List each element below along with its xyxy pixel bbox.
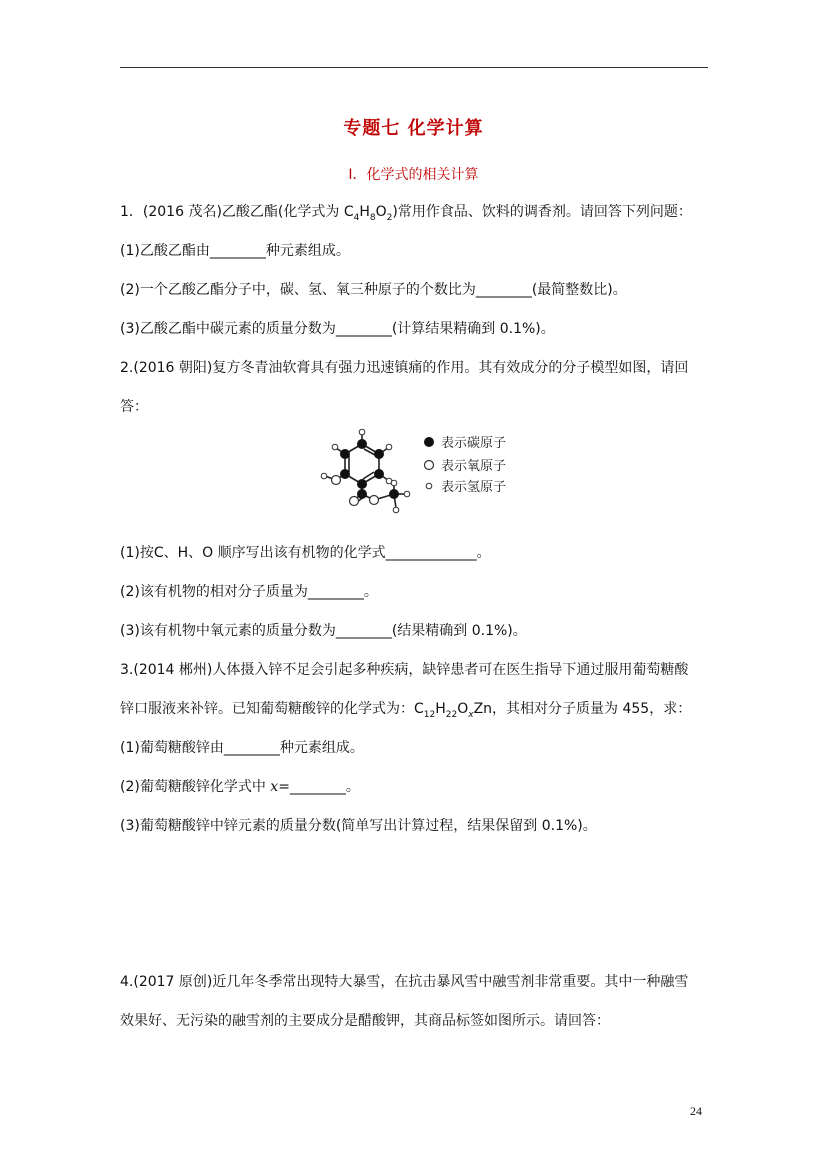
q3-part3: (3)葡萄糖酸锌中锌元素的质量分数(简单写出计算过程，结果保留到 0.1%)。: [120, 818, 597, 834]
legend-oxygen-label: 表示氧原子: [441, 459, 507, 474]
q4-intro-line2: 效果好、无污染的融雪剂的主要成分是醋酸钾，其商品标签如图所示。请回答：: [120, 1013, 610, 1029]
q2-part1: (1)按C、H、O 顺序写出该有机物的化学式_____________。: [120, 545, 491, 561]
header-rule: [120, 67, 708, 68]
legend-hydrogen-label: 表示氢原子: [441, 480, 507, 495]
q2-part2: (2)该有机物的相对分子质量为________。: [120, 584, 378, 600]
q4-intro-line1: 4.(2017 原创)近几年冬季常出现特大暴雪，在抗击暴风雪中融雪剂非常重要。其中一种融雪: [120, 974, 689, 990]
q2-part3: (3)该有机物中氧元素的质量分数为________(结果精确到 0.1%)。: [120, 623, 527, 639]
page-title: 专题七 化学计算: [343, 118, 484, 139]
q3-intro-line2: 锌口服液来补锌。已知葡萄糖酸锌的化学式为：$C_{12}H_{22}O_xZn$，其相对分子质量为 455，求：: [120, 701, 692, 720]
molecule-model-figure: [314, 424, 514, 520]
q3-intro-line1: 3.(2014 郴州)人体摄入锌不足会引起多种疾病，缺锌患者可在医生指导下通过服用葡萄糖酸: [120, 662, 689, 678]
q3-part2: (2)葡萄糖酸锌化学式中 x=________。: [120, 779, 360, 795]
legend-carbon-label: 表示碳原子: [441, 436, 507, 451]
q1-part1: (1)乙酸乙酯由________种元素组成。: [120, 243, 350, 259]
q1-part3: (3)乙酸乙酯中碳元素的质量分数为________(计算结果精确到 0.1%)。: [120, 321, 555, 337]
q2-intro-line2: 答：: [120, 399, 148, 415]
page-number: 24: [690, 1104, 702, 1118]
q1-intro: 1．(2016 茂名)乙酸乙酯(化学式为 $C_4H_8O_2$)常用作食品、饮料的调香剂。请回答下列问题：: [120, 204, 692, 223]
q1-part2: (2)一个乙酸乙酯分子中，碳、氢、氧三种原子的个数比为________(最简整数比)。: [120, 282, 627, 298]
q3-part1: (1)葡萄糖酸锌由________种元素组成。: [120, 740, 364, 756]
section-heading: Ⅰ．化学式的相关计算: [348, 167, 479, 183]
q2-intro-line1: 2.(2016 朝阳)复方冬青油软膏具有强力迅速镇痛的作用。其有效成分的分子模型如图，请回: [120, 360, 689, 376]
